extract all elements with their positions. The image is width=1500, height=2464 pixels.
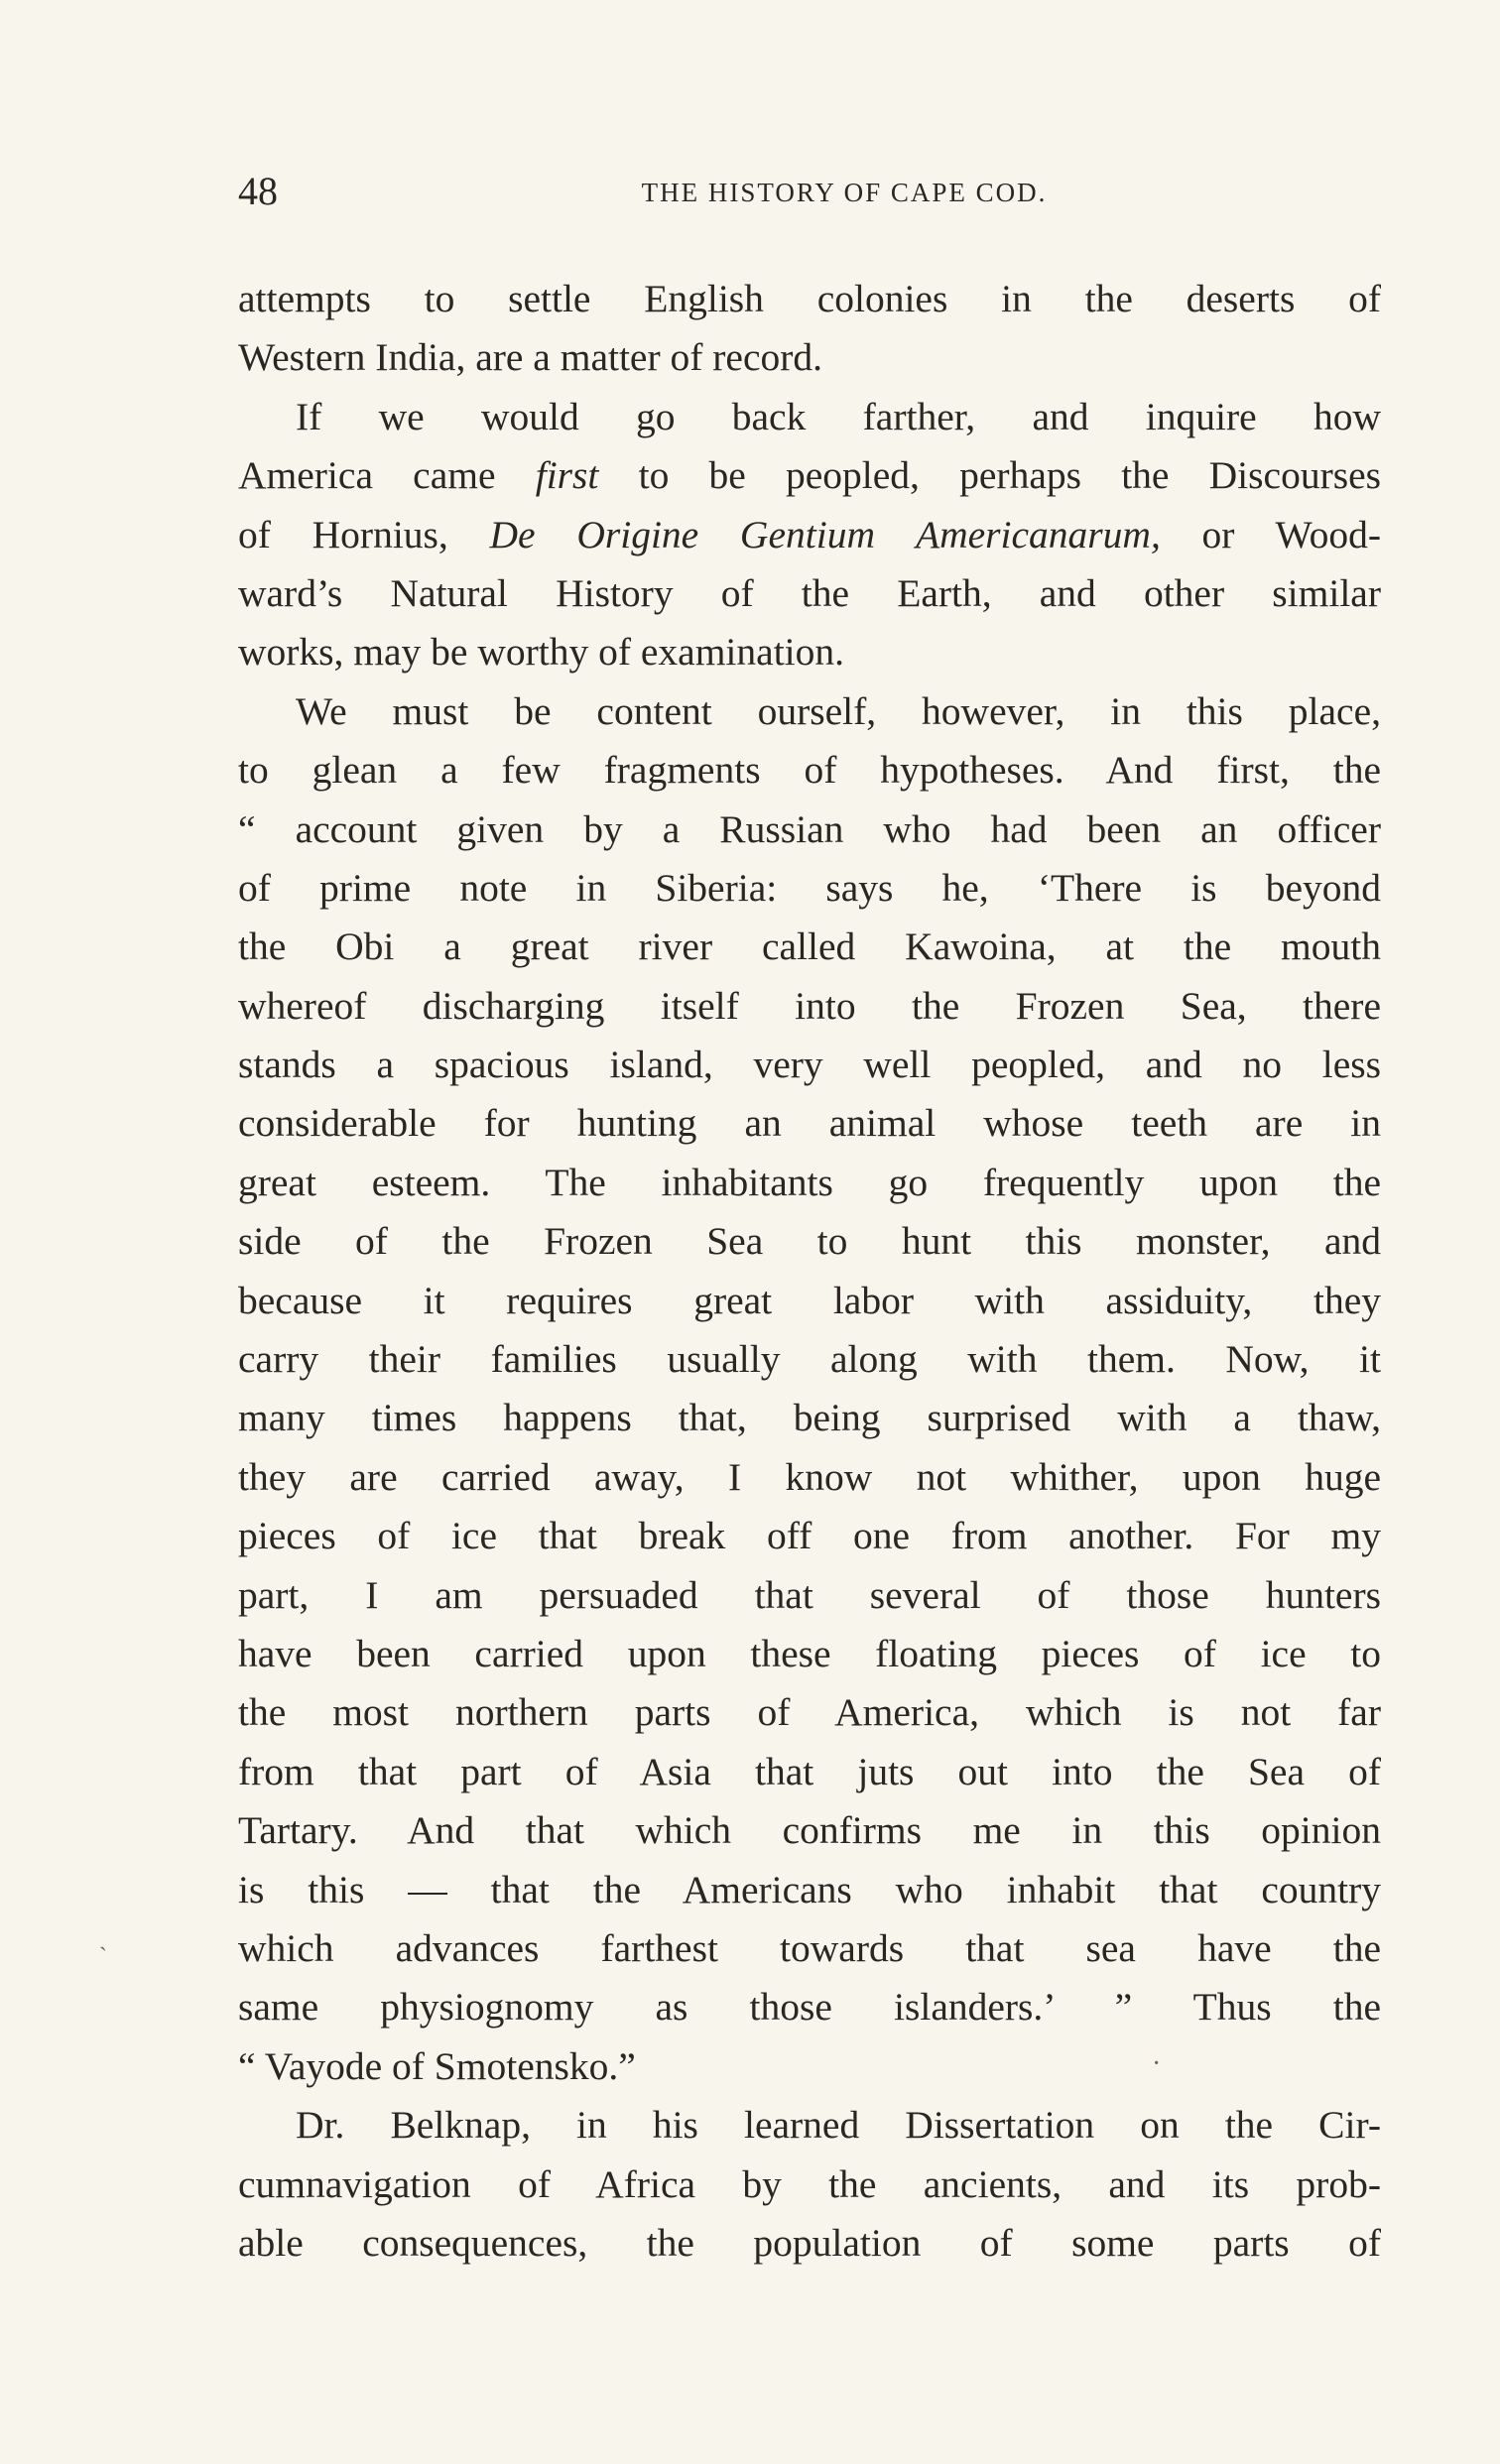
text-segment: America came <box>238 453 536 498</box>
text-segment: or Wood- <box>1160 512 1381 556</box>
text-segment: the most northern parts of America, which is not far <box>238 1690 1381 1735</box>
text-segment: Dr. Belknap, in his learned Dissertation on the Cir- <box>296 2103 1381 2148</box>
text-segment: If we would go back farther, and inquire how <box>296 394 1381 438</box>
text-segment: considerable for hunting an animal whose teeth are in <box>238 1101 1381 1146</box>
italic-text: De Origine Gentium Americanarum, <box>489 512 1161 556</box>
text-segment: works, may be worthy of examination. <box>238 630 845 675</box>
text-segment: they are carried away, I know not whither, upon huge <box>238 1454 1381 1499</box>
italic-text: first <box>535 453 599 498</box>
text-line <box>238 1683 1381 1742</box>
text-line <box>238 1978 1381 2036</box>
text-line <box>238 1448 1381 1507</box>
text-line <box>238 2096 1381 2155</box>
text-segment: the Obi a great river called Kawoina, at the mouth <box>238 924 1381 969</box>
text-line <box>238 388 1381 446</box>
text-line <box>238 1330 1381 1389</box>
text-line <box>238 1154 1381 1212</box>
text-line <box>238 1566 1381 1625</box>
text-line <box>238 623 1381 681</box>
text-line <box>238 859 1381 918</box>
text-line <box>238 1507 1381 1565</box>
running-title: THE HISTORY OF CAPE COD. <box>641 178 1048 207</box>
text-segment: cumnavigation of Africa by the ancients, and its prob- <box>238 2161 1381 2206</box>
text-segment: same physiognomy as those islanders.’ ” Thus the <box>238 1985 1381 2030</box>
stray-dot: · <box>1152 2048 1162 2079</box>
text-line <box>238 1861 1381 1919</box>
text-line <box>238 682 1381 741</box>
text-segment: Western India, are a matter of record. <box>238 335 823 380</box>
text-line <box>238 1919 1381 1978</box>
text-segment: which advances farthest towards that sea have the <box>238 1925 1381 1970</box>
text-line <box>238 1272 1381 1330</box>
text-segment: “ account given by a Russian who had been an officer <box>238 806 1381 851</box>
text-segment: have been carried upon these floating pieces of ice to <box>238 1631 1381 1675</box>
text-line <box>238 2037 1381 2096</box>
margin-mark: ˎ <box>99 1925 107 1951</box>
text-segment: to glean a few fragments of hypotheses. And first, the <box>238 748 1381 793</box>
text-line <box>238 1036 1381 1094</box>
text-line <box>238 446 1381 505</box>
body-text <box>238 270 1381 2273</box>
text-segment: is this — that the Americans who inhabit that country <box>238 1867 1381 1911</box>
text-line <box>238 801 1381 859</box>
text-line <box>238 1801 1381 1860</box>
text-line <box>238 977 1381 1036</box>
text-line <box>238 2214 1381 2273</box>
text-segment: great esteem. The inhabitants go frequently upon the <box>238 1160 1381 1204</box>
text-segment: ward’s Natural History of the Earth, and other similar <box>238 570 1381 615</box>
text-segment: “ Vayode of Smotensko.” <box>238 2043 636 2088</box>
text-segment: of Hornius, <box>238 512 490 556</box>
text-line <box>238 918 1381 976</box>
text-line <box>238 1212 1381 1271</box>
text-segment: We must be content ourself, however, in this place, <box>296 688 1381 733</box>
text-line <box>238 506 1381 564</box>
text-segment: Tartary. And that which confirms me in this opinion <box>238 1808 1381 1853</box>
text-line <box>238 564 1381 623</box>
text-line <box>238 328 1381 387</box>
page-number: 48 <box>238 169 278 213</box>
text-line <box>238 1094 1381 1153</box>
text-segment: pieces of ice that break off one from another. For my <box>238 1514 1381 1558</box>
text-segment: because it requires great labor with assiduity, they <box>238 1278 1381 1322</box>
text-segment: to be peopled, perhaps the Discourses <box>598 453 1381 498</box>
text-line <box>238 1389 1381 1447</box>
text-segment: attempts to settle English colonies in the deserts of <box>238 277 1381 320</box>
text-segment: part, I am persuaded that several of those hunters <box>238 1572 1381 1617</box>
text-segment: side of the Frozen Sea to hunt this monster, and <box>238 1219 1381 1264</box>
text-segment: of prime note in Siberia: says he, ‘There is beyond <box>238 865 1381 910</box>
text-line <box>238 741 1381 800</box>
text-line <box>238 1743 1381 1801</box>
text-segment: whereof discharging itself into the Frozen Sea, there <box>238 983 1381 1028</box>
text-segment: from that part of Asia that juts out into the Sea of <box>238 1749 1381 1793</box>
text-segment: many times happens that, being surprised with a thaw, <box>238 1396 1381 1440</box>
text-segment: able consequences, the population of some parts of <box>238 2220 1381 2265</box>
text-line <box>238 270 1381 328</box>
text-segment: stands a spacious island, very well peopled, and no less <box>238 1043 1381 1087</box>
text-segment: carry their families usually along with them. Now, it <box>238 1337 1381 1382</box>
text-line <box>238 1625 1381 1683</box>
text-line <box>238 2156 1381 2214</box>
running-head <box>238 167 1381 216</box>
